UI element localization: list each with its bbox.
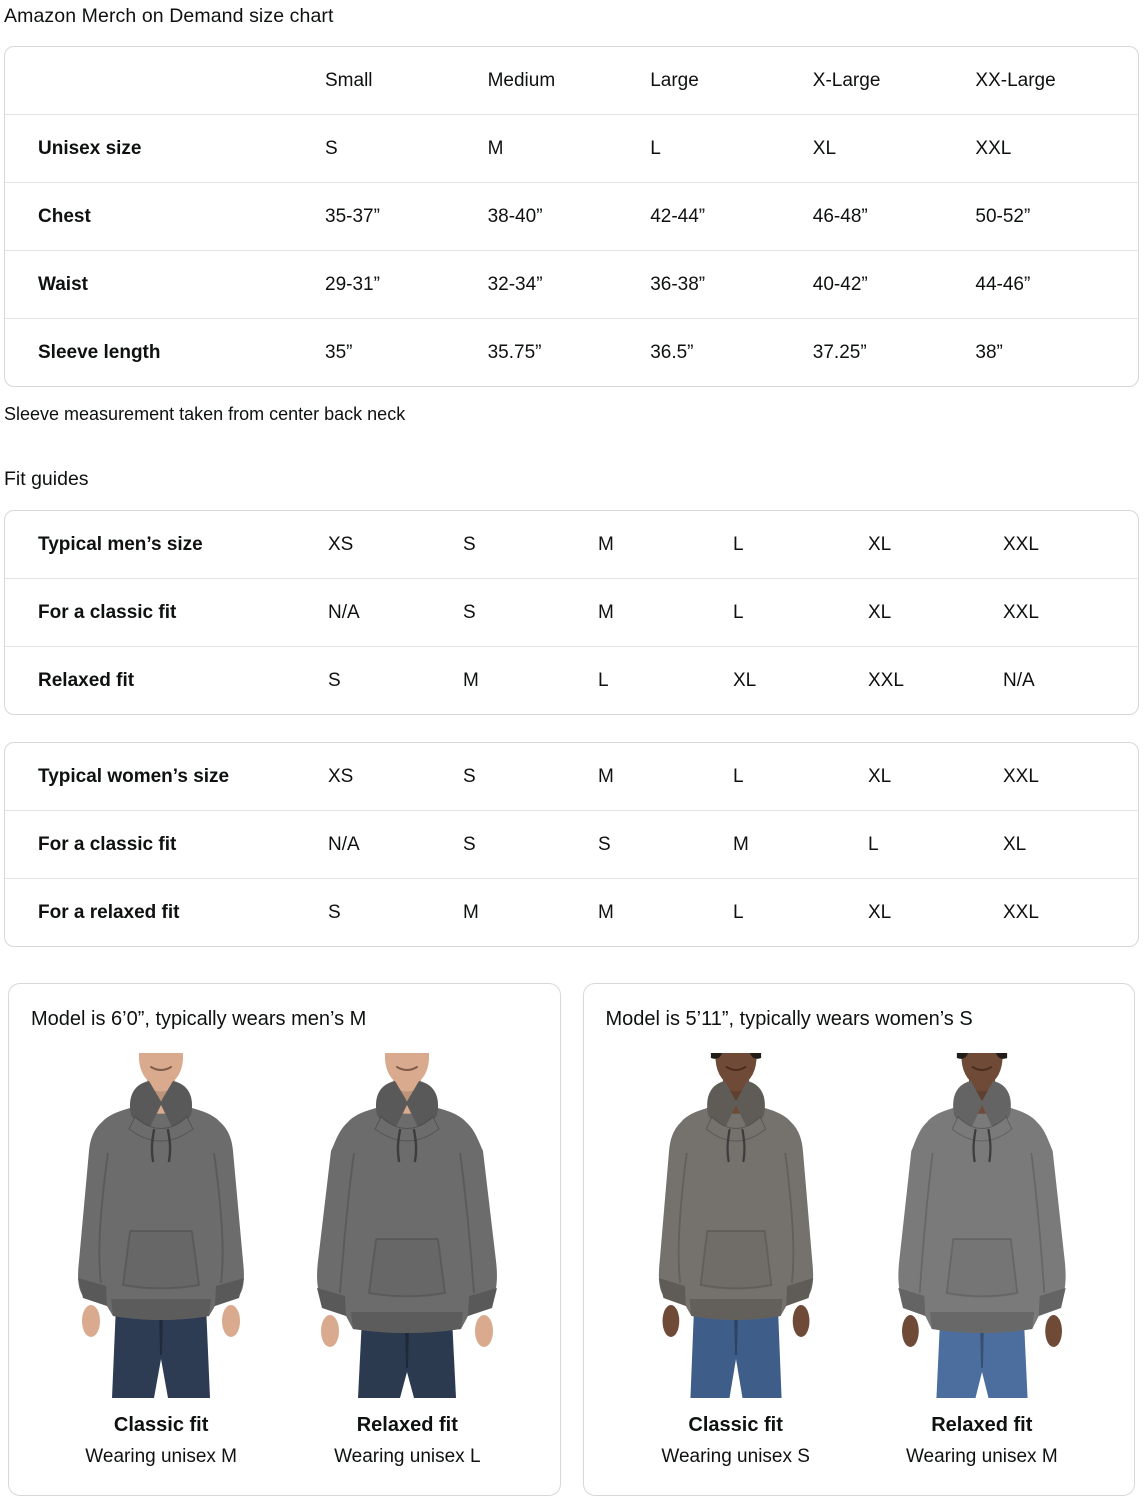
wearing-label: Wearing unisex M — [905, 1446, 1058, 1467]
row-label: Unisex size — [38, 137, 142, 159]
row-label: Relaxed fit — [38, 669, 135, 691]
table-cell: XXL — [975, 137, 1012, 159]
table-cell: XS — [328, 765, 354, 787]
table-cell: S — [325, 137, 338, 159]
table-row — [5, 743, 1138, 810]
row-label: Typical women’s size — [38, 765, 230, 787]
table-cell: S — [463, 833, 476, 855]
fit-guides-heading: Fit guides — [4, 468, 89, 490]
table-row — [5, 511, 1138, 578]
row-label: Chest — [38, 205, 91, 227]
table-row — [5, 646, 1138, 714]
model-photo-women-relaxed — [867, 1053, 1097, 1398]
model-photo-men-relaxed — [292, 1053, 522, 1398]
table-cell: N/A — [328, 601, 360, 623]
table-cell: XL — [868, 765, 892, 787]
figure-men-classic — [45, 1053, 277, 1469]
model-card-women-title: Model is 5’11”, typically wears women’s S — [605, 1008, 973, 1030]
fit-guide-table-men — [4, 510, 1139, 715]
table-row — [5, 878, 1138, 946]
table-row — [5, 578, 1138, 646]
table-row — [5, 114, 1138, 182]
table-row — [5, 182, 1138, 250]
table-cell: 35.75” — [487, 341, 542, 363]
row-label: Waist — [38, 273, 88, 295]
table-cell: M — [463, 901, 479, 923]
row-label: Sleeve length — [38, 341, 161, 363]
table-cell: L — [733, 601, 744, 623]
model-photo-men-classic — [46, 1053, 276, 1398]
table-cell: XL — [733, 669, 757, 691]
table-cell: M — [733, 833, 749, 855]
table-cell: 36.5” — [650, 341, 694, 363]
table-cell: S — [463, 533, 476, 555]
wearing-label: Wearing unisex M — [85, 1446, 238, 1467]
table-header-row — [5, 47, 1138, 114]
table-cell: XL — [1003, 833, 1027, 855]
table-cell: L — [733, 765, 744, 787]
table-cell: M — [463, 669, 479, 691]
figure-men-relaxed — [291, 1053, 523, 1469]
table-row — [5, 318, 1138, 386]
table-cell: M — [598, 901, 614, 923]
table-cell: 35-37” — [325, 205, 380, 227]
table-cell: 32-34” — [487, 273, 543, 295]
model-cards — [8, 983, 1135, 1496]
table-cell: L — [868, 833, 879, 855]
row-label: For a classic fit — [38, 601, 177, 623]
fit-label: Relaxed fit — [931, 1414, 1033, 1436]
table-cell: N/A — [328, 833, 360, 855]
table-cell: XXL — [1003, 601, 1039, 623]
table-cell: L — [650, 137, 661, 159]
page-title: Amazon Merch on Demand size chart — [4, 5, 334, 27]
table-cell: 38” — [975, 341, 1003, 363]
fit-label: Relaxed fit — [356, 1414, 458, 1436]
model-card-men-title: Model is 6’0”, typically wears men’s M — [31, 1008, 367, 1030]
table-cell: L — [733, 901, 744, 923]
wearing-label: Wearing unisex S — [661, 1446, 810, 1467]
figure-women-relaxed — [866, 1053, 1098, 1469]
table-cell: S — [463, 765, 476, 787]
column-header: Large — [650, 69, 699, 91]
table-cell: 38-40” — [487, 205, 543, 227]
table-cell: XXL — [1003, 533, 1039, 555]
wearing-label: Wearing unisex L — [334, 1446, 481, 1467]
table-cell: 46-48” — [812, 205, 868, 227]
sleeve-measurement-note: Sleeve measurement taken from center back neck — [4, 404, 406, 424]
table-cell: 36-38” — [650, 273, 706, 295]
size-chart-table — [4, 46, 1139, 387]
table-cell: S — [463, 601, 476, 623]
table-cell: L — [598, 669, 609, 691]
table-cell: XXL — [1003, 901, 1039, 923]
table-cell: 50-52” — [975, 205, 1031, 227]
table-cell: N/A — [1003, 669, 1035, 691]
table-cell: XL — [868, 601, 892, 623]
table-cell: S — [328, 901, 341, 923]
table-cell: M — [487, 137, 504, 159]
model-photo-women-classic — [621, 1053, 851, 1398]
column-header: Small — [325, 69, 373, 91]
model-figures-men — [31, 1053, 538, 1469]
table-cell: XXL — [1003, 765, 1039, 787]
table-cell: XL — [868, 533, 892, 555]
fit-label: Classic fit — [688, 1414, 783, 1436]
table-cell: XL — [812, 137, 837, 159]
table-row — [5, 810, 1138, 878]
table-cell: XS — [328, 533, 354, 555]
table-cell: S — [328, 669, 341, 691]
table-cell: S — [598, 833, 611, 855]
row-label: For a classic fit — [38, 833, 177, 855]
table-cell: 40-42” — [812, 273, 868, 295]
model-card-men — [8, 983, 561, 1496]
model-figures-women — [606, 1053, 1113, 1469]
table-cell: L — [733, 533, 744, 555]
fit-guide-table-women — [4, 742, 1139, 947]
model-card-women — [583, 983, 1136, 1496]
table-cell: XL — [868, 901, 892, 923]
row-label: Typical men’s size — [38, 533, 203, 555]
table-cell: M — [598, 601, 614, 623]
column-header: Medium — [487, 69, 556, 91]
column-header: XX-Large — [975, 69, 1056, 91]
table-cell: 42-44” — [650, 205, 706, 227]
table-row — [5, 250, 1138, 318]
row-label: For a relaxed fit — [38, 901, 180, 923]
figure-women-classic — [620, 1053, 852, 1469]
table-cell: XXL — [868, 669, 904, 691]
table-cell: 29-31” — [325, 273, 380, 295]
column-header: X-Large — [812, 69, 881, 91]
table-cell: 37.25” — [812, 341, 867, 363]
table-cell: 35” — [325, 341, 353, 363]
table-cell: 44-46” — [975, 273, 1031, 295]
table-cell: M — [598, 765, 614, 787]
table-cell: M — [598, 533, 614, 555]
fit-label: Classic fit — [113, 1414, 209, 1436]
